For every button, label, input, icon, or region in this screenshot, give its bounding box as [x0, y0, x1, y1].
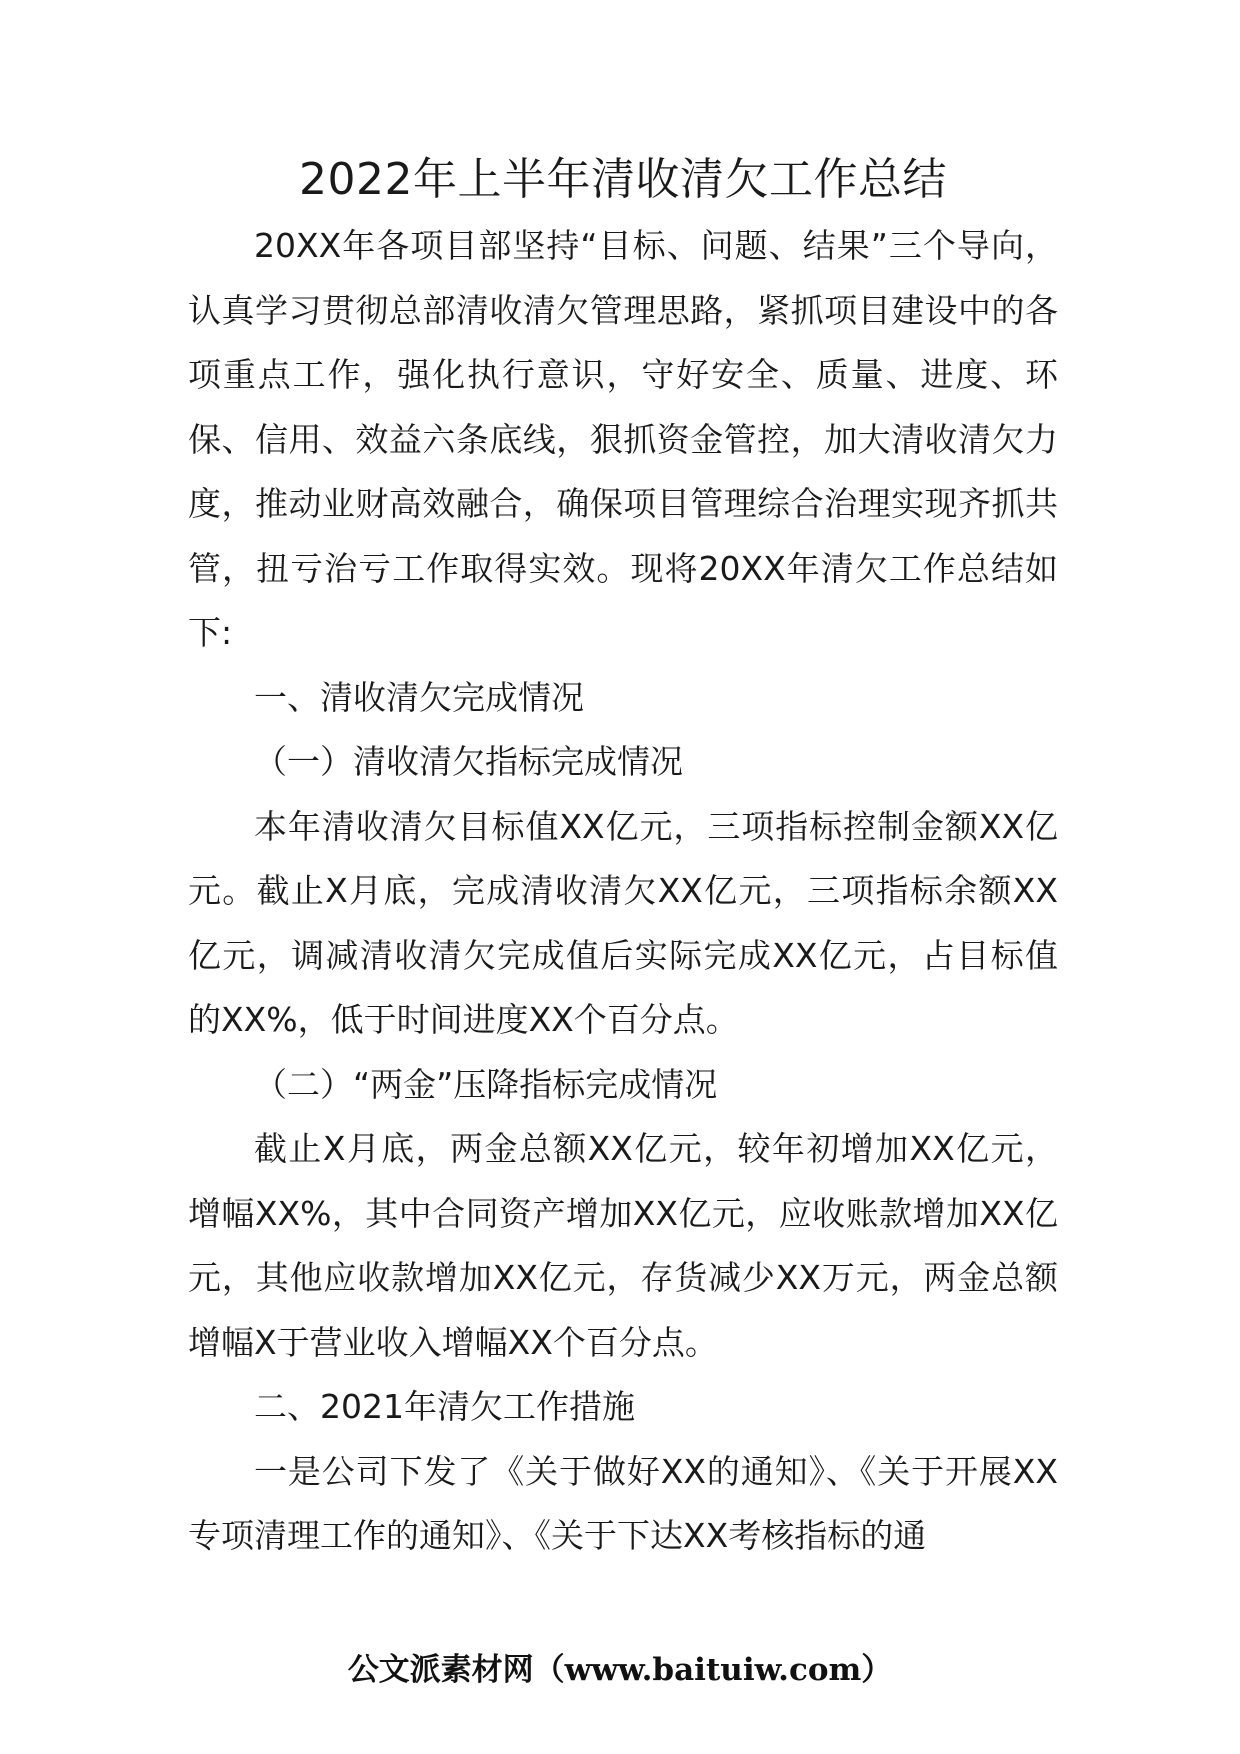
document-title: 2022年上半年清收清欠工作总结: [299, 154, 947, 205]
document-page: [188, 150, 1058, 1569]
two-funds-paragraph: 截止X月底，两金总额XX亿元，较年初增加XX亿元，增幅XX%，其中合同资产增加XX亿元，应收账款增加XX亿元，其他应收款增加XX亿元，存货减少XX万元，两金总额增幅X于营业收入增幅XX个百分点。: [188, 1129, 1058, 1362]
indicator-paragraph: 本年清收清欠目标值XX亿元，三项指标控制金额XX亿元。截止X月底，完成清收清欠XX亿元，三项指标余额XX亿元，调减清收清欠完成值后实际完成XX亿元，占目标值的XX%，低于时间进度XX个百分点。: [188, 806, 1058, 1039]
watermark-footer: 公文派素材网（www.baituiw.com）: [347, 1652, 893, 1688]
section-heading-1: 一、清收清欠完成情况: [254, 677, 584, 717]
subsection-heading-1-1: （一）清收清欠指标完成情况: [254, 742, 683, 781]
section-heading-2: 二、2021年清欠工作措施: [254, 1387, 635, 1426]
measures-paragraph: 一是公司下发了《关于做好XX的通知》、《关于开展XX专项清理工作的通知》、《关于下达XX考核指标的通: [188, 1451, 1058, 1555]
subsection-heading-1-2: （二）“两金”压降指标完成情况: [254, 1064, 718, 1104]
intro-paragraph: 20XX年各项目部坚持“目标、问题、结果”三个导向，认真学习贯彻总部清收清欠管理思路，紧抓项目建设中的各项重点工作，强化执行意识，守好安全、质量、进度、环保、信用、效益六条底线，狠抓资金管控，加大清收清欠力度，推动业财高效融合，确保项目管理综合治理实现齐抓共管，扭亏治亏工作取得实效。现将20XX年清欠工作总结如下:: [188, 226, 1058, 652]
